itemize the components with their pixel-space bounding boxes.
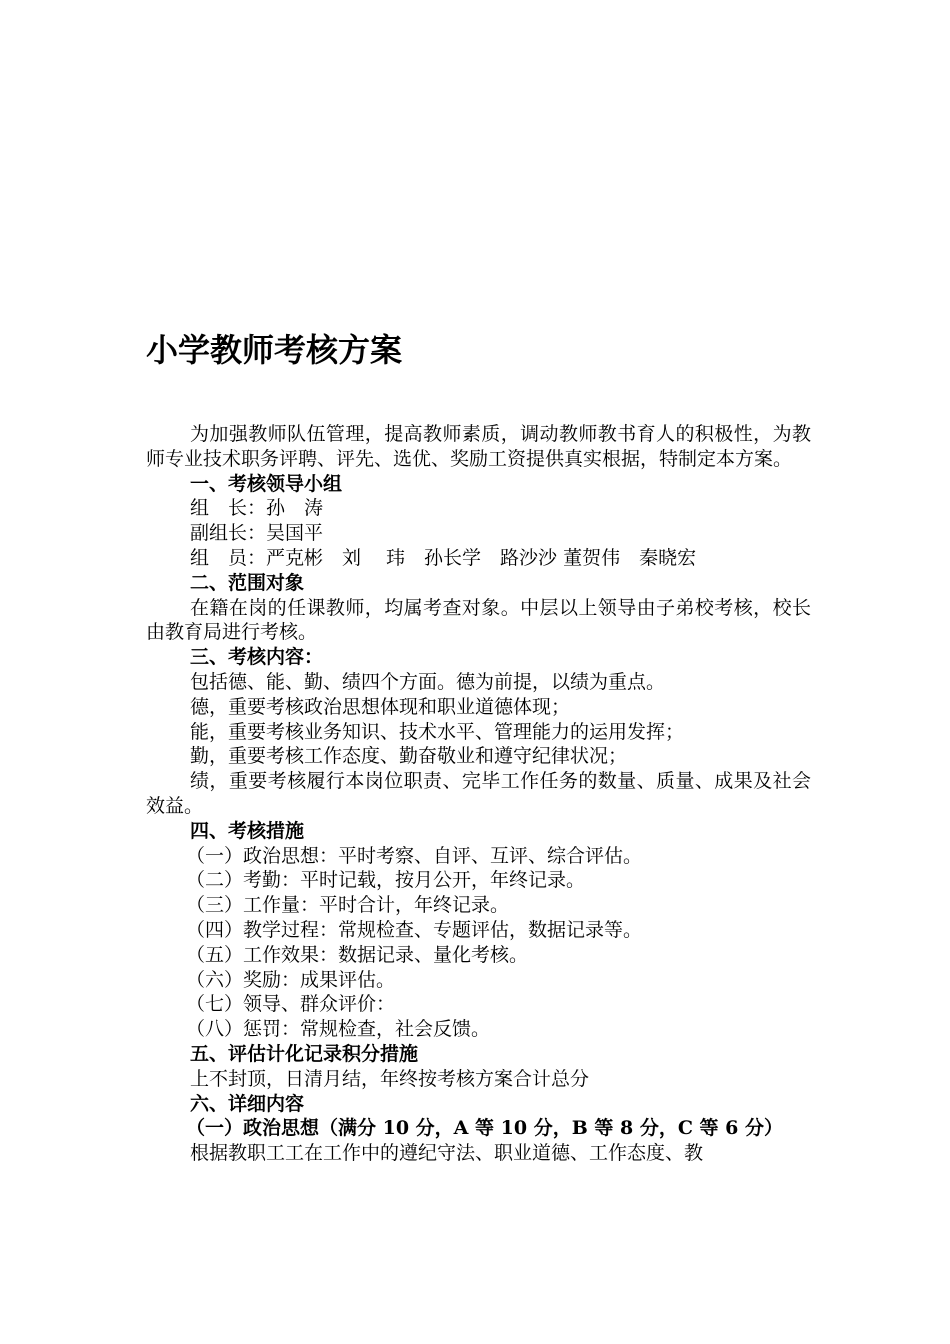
document-title: 小学教师考核方案 xyxy=(146,331,403,369)
detail-paragraph: 根据教职工工在工作中的遵纪守法、职业道德、工作态度、教 xyxy=(190,1142,704,1165)
document-body xyxy=(146,422,811,1166)
section-3-heading: 三、考核内容： xyxy=(190,646,324,669)
measure-item: （一）政治思想：平时考察、自评、互评、综合评估。 xyxy=(186,844,643,867)
content-overview: 包括德、能、勤、绩四个方面。德为前提，以绩为重点。 xyxy=(190,670,666,693)
section-6-heading: 六、详细内容 xyxy=(190,1092,305,1115)
scoring-paragraph: 上不封顶，日清月结，年终按考核方案合计总分 xyxy=(190,1067,590,1090)
content-qin: 勤，重要考核工作态度、勤奋敬业和遵守纪律状况； xyxy=(190,745,628,768)
content-de: 德，重要考核政治思想体现和职业道德体现； xyxy=(190,695,571,718)
measure-item: （八）惩罚：常规检查，社会反馈。 xyxy=(186,1018,491,1041)
measure-item: （二）考勤：平时记载，按月公开，年终记录。 xyxy=(186,869,586,892)
scope-paragraph: 在籍在岗的任课教师，均属考查对象。中层以上领导由子弟校考核，校长由教育局进行考核。 xyxy=(146,596,811,644)
measure-item: （五）工作效果：数据记录、量化考核。 xyxy=(186,943,529,966)
intro-paragraph: 为加强教师队伍管理，提高教师素质，调动教师教书育人的积极性，为教师专业技术职务评聘、评先、选优、奖励工资提供真实根据，特制定本方案。 xyxy=(146,423,811,470)
measure-item: （六）奖励：成果评估。 xyxy=(186,968,396,991)
measure-item: （四）教学过程：常规检查、专题评估，数据记录等。 xyxy=(186,918,643,941)
section-5-heading: 五、评估计化记录积分措施 xyxy=(190,1042,419,1065)
measure-item: （七）领导、群众评价： xyxy=(186,993,396,1016)
section-4-heading: 四、考核措施 xyxy=(190,819,305,842)
content-ji: 绩，重要考核履行本岗位职责、完毕工作任务的数量、质量、成果及社会效益。 xyxy=(146,770,811,817)
content-neng: 能，重要考核业务知识、技术水平、管理能力的运用发挥； xyxy=(190,720,685,743)
group-leader-line: 组 长：孙 涛 xyxy=(190,497,324,520)
section-1-heading: 一、考核领导小组 xyxy=(190,472,343,495)
measure-item: （三）工作量：平时合计，年终记录。 xyxy=(186,894,510,917)
section-2-heading: 二、范围对象 xyxy=(190,571,305,594)
group-members-line: 组 员：严克彬 刘 玮 孙长学 路沙沙 董贺伟 秦晓宏 xyxy=(190,546,697,569)
political-subheading: （一）政治思想（满分 10 分，A 等 10 分，B 等 8 分，C 等 6 分） xyxy=(186,1117,784,1140)
deputy-leader-line: 副组长：吴国平 xyxy=(190,522,324,545)
